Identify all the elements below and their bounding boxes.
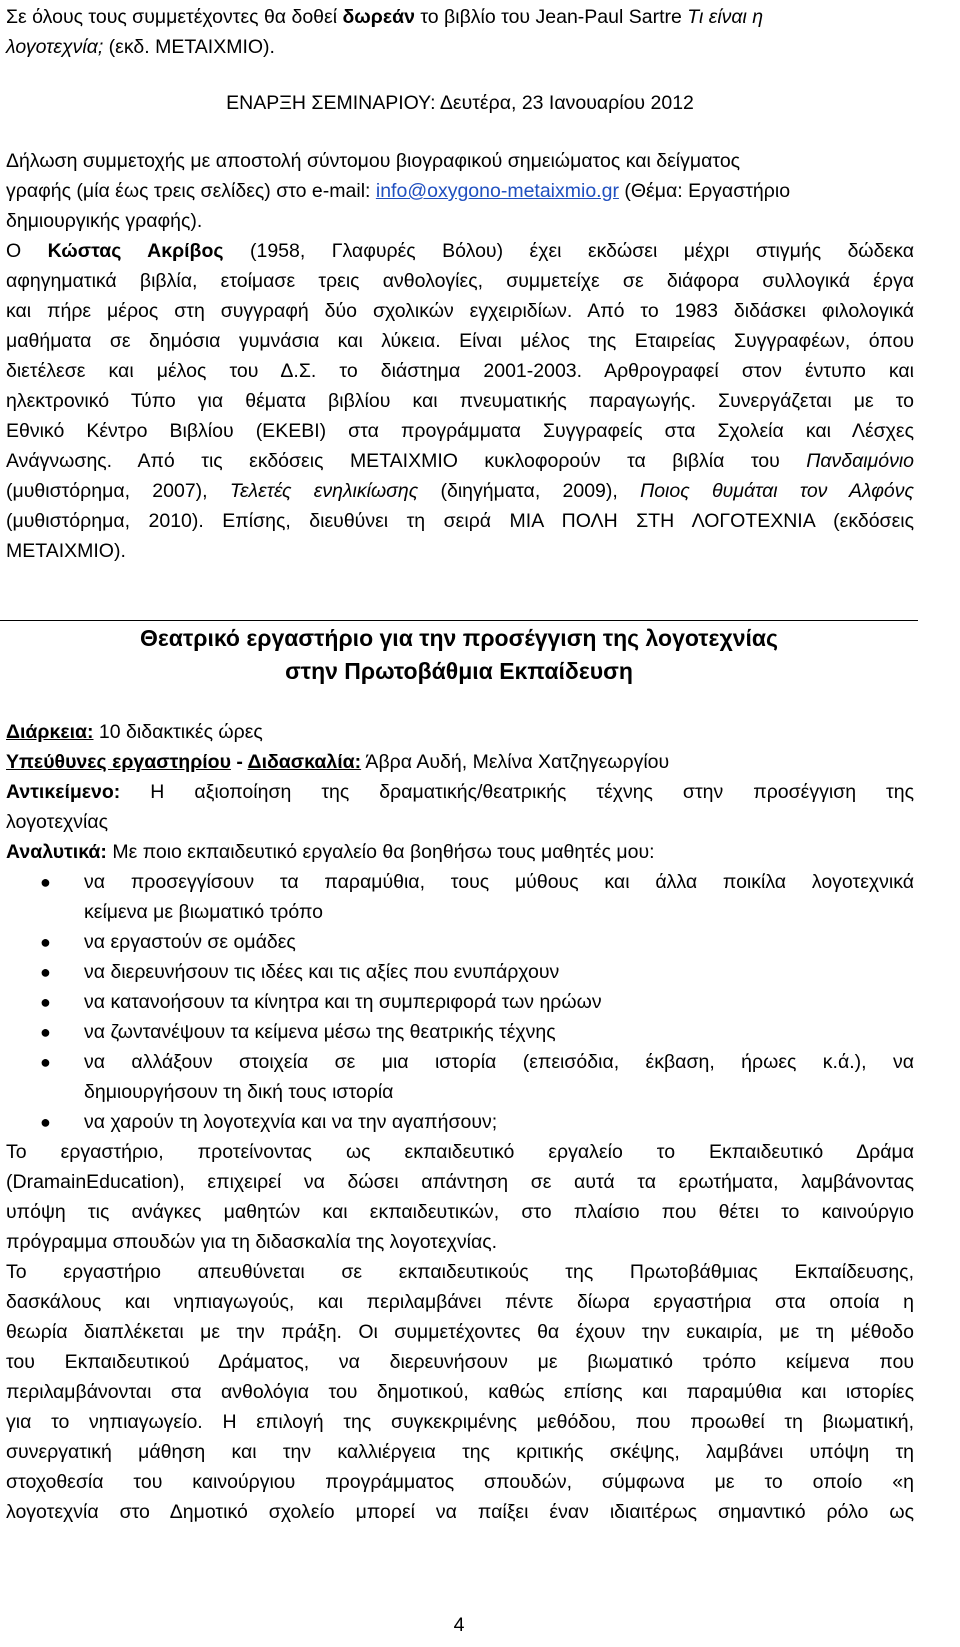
bullet-item-5: να ζωντανέψουν τα κείμενα μέσω της θεατρικής τέχνης [84, 1021, 556, 1043]
leaders-line [6, 747, 914, 777]
paragraph-2-line: για το νηπιαγωγείο. Η επιλογή της συγκεκριμένης μεθόδου, που προωθεί τη βιωματική, [6, 1411, 914, 1433]
leaders-value: Άβρα Αυδή, Μελίνα Χατζηγεωργίου [361, 751, 670, 773]
bio-line-5: διετέλεσε και μέλος του Δ.Σ. το διάστημα 2001-2003. Αρθρογραφεί στον έντυπο και [6, 360, 914, 382]
declaration-text: γραφής (μία έως τρεις σελίδες) στο e-mail: [6, 180, 376, 202]
intro-text: το βιβλίο του Jean-Paul Sartre [414, 6, 688, 28]
paragraph-2-line: του Εκπαιδευτικού Δράματος, να διερευνήσουν με βιωματικό τρόπο κείμενα που [6, 1351, 914, 1373]
email-link[interactable]: info@oxygono-metaixmio.gr [375, 180, 619, 202]
bio-text: (διηγήματα, 2009), [418, 480, 641, 502]
bullet-icon: ● [40, 1052, 51, 1072]
intro-text: (εκδ. ΜΕΤΑΙΧΜΙΟ). [103, 36, 275, 58]
bullet-icon: ● [40, 962, 51, 982]
paragraph-1-line: πρόγραμμα σπουδών για τη διδασκαλία της λογοτεχνίας. [6, 1231, 498, 1253]
object-label: Αντικείμενο: [6, 781, 121, 803]
bullet-item-2: να εργαστούν σε ομάδες [84, 931, 296, 953]
bullet-item-6-cont: δημιουργήσουν τη δική τους ιστορία [84, 1081, 394, 1103]
declaration-text: (Θέμα: Εργαστήριο [618, 180, 791, 202]
paragraph-2-line: περιλαμβάνονται στα ανθολόγια του δημοτικού, καθώς επίσης και παραμύθια και ιστορίες [6, 1381, 914, 1403]
bullet-icon: ● [40, 872, 51, 892]
declaration-line-1: Δήλωση συμμετοχής με αποστολή σύντομου βιογραφικού σημειώματος και δείγματος [6, 150, 741, 172]
duration-label: Διάρκεια: [6, 721, 94, 743]
object-value: Η αξιοποίηση της δραματικής/θεατρικής τέχνης στην προσέγγιση της [120, 781, 914, 803]
duration-value: 10 διδακτικές ώρες [93, 721, 263, 743]
bio-line-9 [6, 476, 914, 506]
detail-label: Αναλυτικά: [6, 841, 107, 863]
bio-line-6: ηλεκτρονικό Τύπο για θέματα βιβλίου και πνευματικής παραγωγής. Συνεργάζεται με το [6, 390, 914, 412]
workshop-title-line-1: Θεατρικό εργαστήριο για την προσέγγιση της λογοτεχνίας [140, 625, 778, 651]
declaration-line-2 [6, 176, 914, 206]
bullet-item-3: να διερευνήσουν τις ιδέες και τις αξίες που ενυπάρχουν [84, 961, 560, 983]
bullet-icon: ● [40, 1112, 51, 1132]
paragraph-1-line: Το εργαστήριο, προτείνοντας ως εκπαιδευτικό εργαλείο το Εκπαιδευτικό Δράμα [6, 1141, 914, 1163]
bio-line-3: και πήρε μέρος στη συγγραφή δύο σχολικών εγχειριδίων. Από το 1983 διδάσκει φιλολογικά [6, 300, 914, 322]
bullet-icon: ● [40, 1022, 51, 1042]
leaders-separator: - [230, 751, 248, 773]
detail-value: Με ποιο εκπαιδευτικό εργαλείο θα βοηθήσω τους μαθητές μου: [106, 841, 655, 863]
intro-line-2 [6, 32, 914, 62]
paragraph-2-line: Το εργαστήριο απευθύνεται σε εκπαιδευτικούς της Πρωτοβάθμιας Εκπαίδευσης, [6, 1261, 914, 1283]
book-title: λογοτεχνία; [6, 36, 104, 58]
bio-line-2: αφηγηματικά βιβλία, ετοίμασε τρεις ανθολογίες, συμμετείχε σε διάφορα συλλογικά έργα [6, 270, 914, 292]
bullet-icon: ● [40, 992, 51, 1012]
bullet-item-6: να αλλάξουν στοιχεία σε μια ιστορία (επεισόδια, έκβαση, ήρωες κ.ά.), να [84, 1051, 914, 1073]
declaration-line-3: δημιουργικής γραφής). [6, 210, 203, 232]
detail-line [6, 837, 914, 867]
teaching-label: Διδασκαλία: [247, 751, 362, 773]
paragraph-2-line: στοχοθεσία του καινούργιου προγράμματος σπουδών, σύμφωνα με το οποίο «η [6, 1471, 914, 1493]
intro-line-1 [6, 2, 914, 32]
book-title: Πανδαιμόνιο [806, 450, 914, 472]
bio-text: (μυθιστόρημα, 2007), [6, 480, 230, 502]
bio-text: Ανάγνωσης. Από τις εκδόσεις ΜΕΤΑΙΧΜΙΟ κυκλοφορούν τα βιβλία του [6, 450, 807, 472]
paragraph-2-line: συνεργατική μάθηση και την καλλιέργεια της κριτικής σκέψης, λαμβάνει υπόψη τη [6, 1441, 914, 1463]
author-name: Κώστας Ακρίβος [47, 240, 224, 262]
bio-line-7: Εθνικό Κέντρο Βιβλίου (ΕΚΕΒΙ) στα προγράμματα Συγγραφείς στα Σχολεία και Λέσχες [6, 420, 914, 442]
bio-line-11: ΜΕΤΑΙΧΜΙΟ). [6, 540, 126, 562]
paragraph-1-line: (DramainEducation), επιχειρεί να δώσει απάντηση σε αυτά τα ερωτήματα, λαμβάνοντας [6, 1171, 914, 1193]
bio-text: (1958, Γλαφυρές Βόλου) έχει εκδώσει μέχρι στιγμής δώδεκα [223, 240, 914, 262]
workshop-title-line-2: στην Πρωτοβάθμια Εκπαίδευση [285, 658, 633, 684]
object-line-2: λογοτεχνίας [6, 811, 109, 833]
bullet-item-1-cont: κείμενα με βιωματικό τρόπο [84, 901, 323, 923]
paragraph-1-line: υπόψη τις ανάγκες μαθητών και εκπαιδευτικών, στο πλαίσιο που θέτει το καινούργιο [6, 1201, 914, 1223]
paragraph-2-line: δασκάλους και νηπιαγωγούς, και περιλαμβάνει πέντε δίωρα εργαστήρια στα οποία η [6, 1291, 914, 1313]
bio-line-4: μαθήματα σε δημόσια γυμνάσια και λύκεια. Είναι μέλος της Εταιρείας Συγγραφέων, όπου [6, 330, 914, 352]
object-line [6, 777, 914, 807]
bio-line-1 [6, 236, 914, 266]
paragraph-2-line: λογοτεχνία στο Δημοτικό σχολείο μπορεί να παίξει έναν ιδιαιτέρως σημαντικό ρόλο ως [6, 1501, 914, 1523]
page-number: 4 [453, 1614, 465, 1636]
paragraph-2-line: θεωρία διαπλέκεται με την πράξη. Οι συμμετέχοντες θα έχουν την ευκαιρία, με τη μέθοδο [6, 1321, 914, 1343]
bullet-item-4: να κατανοήσουν τα κίνητρα και τη συμπεριφορά των ηρώων [84, 991, 602, 1013]
bullet-item-7: να χαρούν τη λογοτεχνία και να την αγαπήσουν; [84, 1111, 498, 1133]
duration-line [6, 717, 914, 747]
bio-line-8 [6, 446, 914, 476]
bio-text: Ο [6, 240, 48, 262]
bullet-icon: ● [40, 932, 51, 952]
book-title: Τι είναι η [687, 6, 764, 28]
book-title: Τελετές ενηλικίωσης [229, 480, 419, 502]
seminar-start: ΕΝΑΡΞΗ ΣΕΜΙΝΑΡΙΟΥ: Δευτέρα, 23 Ιανουαρίου 2012 [226, 92, 694, 114]
book-title: Ποιος θυμάται τον Αλφόνς [640, 480, 915, 502]
bullet-item-1: να προσεγγίσουν τα παραμύθια, τους μύθους και άλλα ποικίλα λογοτεχνικά [84, 871, 914, 893]
leaders-label: Υπεύθυνες εργαστηρίου [6, 751, 231, 773]
bio-line-10: (μυθιστόρημα, 2010). Επίσης, διευθύνει τη σειρά ΜΙΑ ΠΟΛΗ ΣΤΗ ΛΟΓΟΤΕΧΝΙΑ (εκδόσεις [6, 510, 914, 532]
intro-text: Σε όλους τους συμμετέχοντες θα δοθεί [6, 6, 343, 28]
section-divider [0, 620, 918, 621]
free-emphasis: δωρεάν [342, 6, 415, 28]
